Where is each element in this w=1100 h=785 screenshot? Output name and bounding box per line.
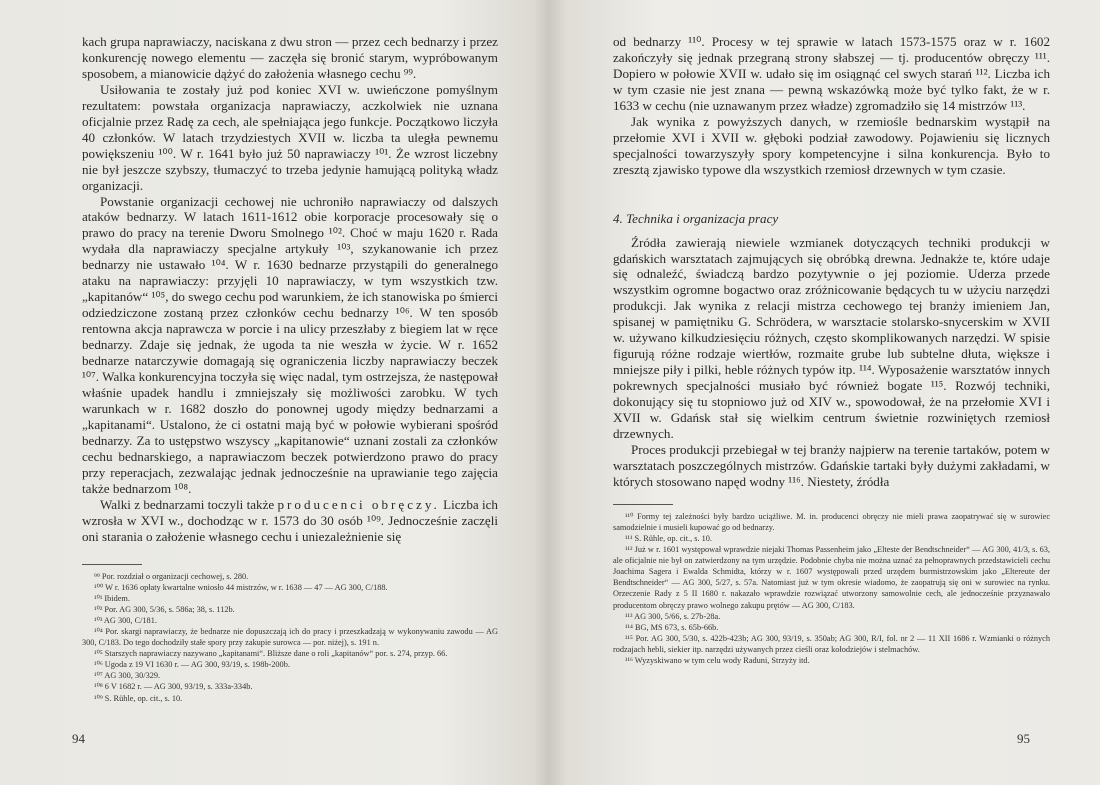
right-footnotes: [613, 511, 1050, 666]
left-paragraph-3: Powstanie organizacji cechowej nie uchroniło naprawiaczy od dalszych ataków bednarzy. W latach 1611-1612 obie korporacje procesowały się o prawo do pracy na terenie Dworu Smolnego ¹⁰². Choć w maju 1620 r. Rada wydała dla naprawiaczy specjalne artykuły ¹⁰³, szykanowanie ich przez bednarzy nie ustawało ¹⁰⁴. W r. 1630 bednarze przystąpili do generalnego ataku na naprawiaczy: przyjęli 10 naprawiaczy, w tym wszystkich tzw. „kapitanów“ ¹⁰⁵, do swego cechu pod warunkiem, że ich stanowiska po śmierci odziedziczone zostaną przez członków cechu bednarzy ¹⁰⁶. W ten sposób rentowna akcja naprawcza w porcie i na ulicy przeszłaby z biegiem lat w ręce bednarzy. Zdaje się jednak, że ugoda ta nie weszła w życie. W r. 1652 bednarze natarczywie domagają się ograniczenia liczby naprawiaczy beczek ¹⁰⁷. Walka konkurencyjna toczyła się więc nadal, tym ostrzejsza, że następował właśnie upadek handlu i zmniejszały się możliwości zarobku. W tych warunkach w r. 1682 doszło do ponownej ugody między bednarzami a „kapitanami“. Ustalono, że ci ostatni mają być w połowie wybierani spośród bednarzy. Za to ustępstwo wszyscy „kapitanowie“ uznani zostali za członków cechu bednarskiego, a naprawiaczom beczek potwierdzono prawo do pracy przy reperacjach, zezwalając jednak jednocześnie na uprawianie tego zajęcia także bednarzom ¹⁰⁸.: [82, 193, 498, 496]
left-paragraph-4-end: Liczba ich wzrosła w XVI w., dochodząc w r. 1573 do 30 osób ¹⁰⁹. Jednocześnie zaczęli oni starania o założenie własnego cechu i uniezależnienie się: [82, 496, 498, 544]
footnote-114: ¹¹⁴ BG, MS 673, s. 65b-66b.: [625, 622, 719, 632]
left-paragraph-4: [82, 497, 498, 545]
footnote-113: ¹¹³ AG 300, 5/66, s. 27b-28a.: [625, 611, 721, 621]
footnote-107: ¹⁰⁷ AG 300, 30/329.: [94, 671, 161, 681]
right-paragraph-1: od bednarzy ¹¹⁰. Procesy w tej sprawie w latach 1573-1575 oraz w r. 1602 zakończyły się jednak przegraną strony słabszej — tj. producentów obręczy ¹¹¹. Dopiero w połowie XVII w. udało się im osiągnąć cel swych starań ¹¹². Liczba ich w tym czasie nie jest znana — pewną wskazówką może być tylko fakt, że w r. 1633 w cechu (nie uznawanym przez władze) zgromadziło się 14 mistrzów ¹¹³.: [613, 34, 1050, 113]
footnote-99: ⁹⁹ Por. rozdział o organizacji cechowej, s. 280.: [94, 571, 249, 581]
footnote-105: ¹⁰⁵ Starszych naprawiaczy nazywano „kapitanami“. Bliższe dane o roli „kapitanów“ por. s. 274, przyp. 66.: [94, 649, 448, 659]
footnote-108: ¹⁰⁸ 6 V 1682 r. — AG 300, 93/19, s. 333a-334b.: [94, 682, 253, 692]
footnote-103: ¹⁰³ AG 300, C/181.: [94, 615, 157, 625]
left-footnotes: [82, 571, 498, 704]
left-body-text: [82, 34, 498, 545]
right-footnote-rule: [613, 504, 673, 505]
footnote-101: ¹⁰¹ Ibidem.: [94, 593, 130, 603]
right-page-number: 95: [1017, 731, 1030, 746]
left-paragraph-2: Usiłowania te zostały już pod koniec XVI w. uwieńczone pomyślnym rezultatem: powstała organizacja naprawiaczy, aczkolwiek nie uznana oficjalnie przez Radę za cech, ale spełniająca jego funkcje. Początkowo liczyła 40 członków. W latach trzydziestych XVII w. liczba ta uległa pewnemu powiększeniu ¹⁰⁰. W r. 1641 było już 50 naprawiaczy ¹⁰¹. Że wzrost liczebny nie był jeszcze szybszy, tłumaczyć to trzeba jedynie hamującą polityką władz organizacji.: [82, 81, 498, 193]
footnote-112: ¹¹² Już w r. 1601 występował wprawdzie niejaki Thomas Passenheim jako „Elteste der Bendtschneider“ — AG 300, 41/3, s. 63, ale oficjalnie nie był on zatwierdzony na tym urzędzie. Podobnie chyba nie można uznać za pełnoprawnych przedstawicieli cechu Joachima Sagera i Ewalda Schmidta, którzy w r. 1607 występowali przed urzędem burmistrzowskim jako „Eltereute der Bendtschneider“ — AG 300, 5/27, s. 57a. Natomiast już w tym okresie wiadomo, że zaopatrują się oni w surowiec na rynku. Orzeczenie Rady z 5 II 1680 r. nakazało wprawdzie rozwiązać utworzony samowolnie cech, ale jednocześnie przyznawało producentom obręczy prawo wolnego zakupu prętów — AG 300, C/183.: [613, 545, 1050, 610]
footnote-110: ¹¹⁰ Formy tej zależności były bardzo uciążliwe. M. in. producenci obręczy nie mieli prawa zaopatrywać się w surowiec samodzielnie i musieli kupować go od bednarzy.: [613, 511, 1050, 532]
left-paragraph-1: kach grupa naprawiaczy, naciskana z dwu stron — przez cech bednarzy i przez konkurencję nowego elementu — zaczęła się bronić starym, wypróbowanym sposobem, a mianowicie dążyć do założenia własnego cechu ⁹⁹.: [82, 34, 498, 81]
footnote-115: ¹¹⁵ Por. AG 300, 5/30, s. 422b-423b; AG 300, 93/19, s. 350ab; AG 300, R/I, fol. nr 2 — 11 XII 1686 r. Wzmianki o różnych rodzajach hebli, siekier itp. narzędzi używanych przez cieśli oraz kołodziejów i stelmachów.: [613, 633, 1050, 654]
left-paragraph-4-start: Walki z bednarzami toczyli także: [100, 496, 275, 512]
section-title: 4. Technika i organizacja pracy: [613, 210, 779, 226]
left-page-number: 94: [72, 731, 85, 746]
footnote-102: ¹⁰² Por. AG 300, 5/36, s. 586a; 38, s. 112b.: [94, 604, 235, 614]
right-body-text: [613, 34, 1050, 490]
right-paragraph-4: Proces produkcji przebiegał w tej branży najpierw na terenie tartaków, potem w warsztatach poszczególnych mistrzów. Gdańskie tartaki były dużymi zakładami, w których stosowano napęd wodny ¹¹⁶. Niestety, źródła: [613, 441, 1050, 489]
right-page: [550, 0, 1100, 785]
footnote-106: ¹⁰⁶ Ugoda z 19 VI 1630 r. — AG 300, 93/19, s. 198b-200b.: [94, 660, 290, 670]
left-footnote-rule: [82, 564, 142, 565]
footnote-104: ¹⁰⁴ Por. skargi naprawiaczy, że bednarze nie dopuszczają ich do pracy i przeszkadzają w wykonywaniu zawodu — AG 300, C/183. Do tego dochodziły stałe spory przy zakupie surowca — por. niżej), s. 191 n.: [82, 626, 498, 648]
footnote-109: ¹⁰⁹ S. Rühle, op. cit., s. 10.: [94, 693, 183, 703]
right-paragraph-3: Źródła zawierają niewiele wzmianek dotyczących techniki produkcji w gdańskich warsztatach zajmujących się obróbką drewna. Jednakże te, które udaje się odnaleźć, świadczą bardzo pozytywnie o jej poziomie. Uderza przede wszystkim ogromne bogactwo oraz zróżnicowanie będących tu w użyciu narzędzi produkcji. Jak wynika z relacji mistrza cechowego tej branży imieniem Jan, spisanej w pamiętniku G. Schrödera, w warsztacie stolarsko-snycerskim w XVII w. używano kilkudziesięciu różnych, często skomplikowanych narzędzi. W spisie figurują różne rodzaje wiertłów, rozmaite grube lub subtelne dłuta, większe i mniejsze piły i pilki, heble różnych typów itp. ¹¹⁴. Wyposażenie warsztatów innych pokrewnych specjalności musiało być również bogate ¹¹⁵. Rozwój techniki, dokonujący się tu stopniowo już od XIV w., spowodował, że na przełomie XVI i XVII w. Gdańsk stał się wielkim centrum świetnie rozwiniętych rzemiosł drzewnych.: [613, 234, 1050, 442]
left-paragraph-4-spaced: producenci obręczy.: [277, 496, 440, 512]
footnote-100: ¹⁰⁰ W r. 1636 opłaty kwartalne wniosło 44 mistrzów, w r. 1638 — 47 — AG 300, C/188.: [94, 582, 388, 592]
footnote-116: ¹¹⁶ Wyzyskiwano w tym celu wody Raduni, Strzyży itd.: [625, 656, 810, 666]
footnote-111: ¹¹¹ S. Rühle, op. cit., s. 10.: [625, 534, 712, 544]
right-paragraph-2: Jak wynika z powyższych danych, w rzemiośle bednarskim wystąpił na przełomie XVI i XVII w. głęboki podział zawodowy. Pojawieniu się licznych specjalności towarzyszyły spory kompetencyjne i silna konkurencja. Było to zresztą zjawisko typowe dla wszystkich rzemiosł drzewnych w tym czasie.: [613, 113, 1050, 177]
